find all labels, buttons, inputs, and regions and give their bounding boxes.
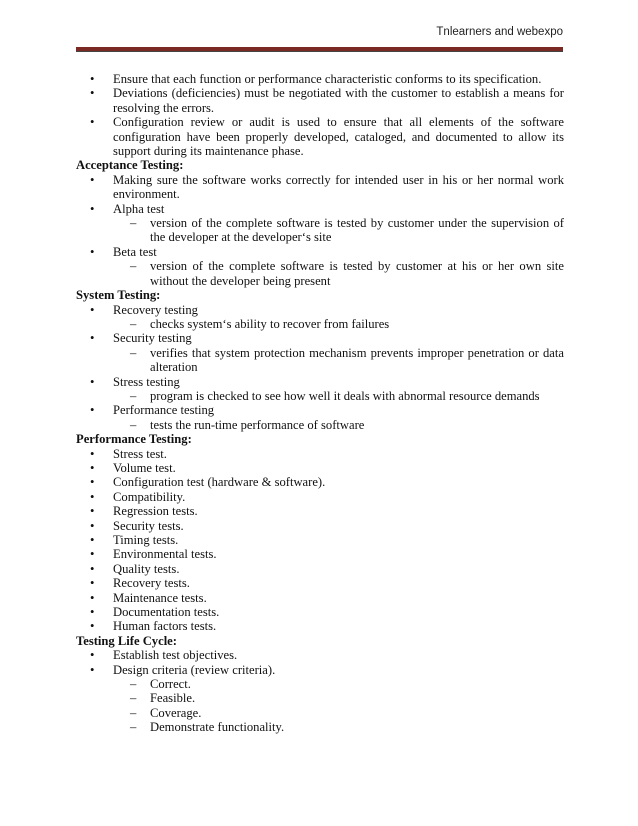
list-item: • Recovery testing [90, 302, 198, 317]
list-item: • Maintenance tests. [90, 590, 207, 605]
intro-list [76, 72, 564, 158]
list-item: • Performance testing [90, 403, 215, 418]
list-item: • Regression tests. [90, 504, 198, 519]
sub-list-item: – Demonstrate functionality. [130, 720, 285, 735]
list-item: • Security tests. [90, 518, 184, 533]
lifecycle-list [76, 648, 564, 734]
sub-list-item: – tests the run-time performance of software [130, 417, 365, 432]
list-item: • Beta test [90, 244, 157, 259]
list-item: • Stress test. [90, 446, 167, 461]
section-heading-performance: Performance Testing: [76, 432, 192, 447]
list-item: • Establish test objectives. [90, 648, 238, 663]
list-item: • Timing tests. [90, 533, 179, 547]
sub-list-item: – program is checked to see how well it deals with abnormal resource demands [130, 388, 540, 403]
sub-list-item: – verifies that system protection mechanism prevents improper penetration or data alteration [130, 345, 564, 375]
page-header: Tnlearners and webexpo [436, 26, 563, 38]
acceptance-list [76, 173, 564, 288]
sub-list-item: – Coverage. [130, 705, 202, 720]
sub-list-item: – Correct. [130, 677, 191, 692]
list-item: • Recovery tests. [90, 576, 190, 591]
header-rule [76, 47, 563, 52]
document-body [76, 72, 564, 735]
sub-list-item: – version of the complete software is tested by customer at his or her own site without the developer being present [130, 259, 564, 288]
list-item: • Stress testing [90, 374, 180, 389]
list-item: • Volume test. [90, 460, 176, 475]
list-item: • Environmental tests. [90, 547, 217, 562]
list-item: • Configuration review or audit is used to ensure that all elements of the software configuration have been properly developed, cataloged, and documented to allow its support during its maintenance phase. [90, 115, 564, 159]
sub-list-item: – checks system‘s ability to recover from failures [130, 316, 390, 331]
list-item: • Compatibility. [90, 489, 186, 504]
section-heading-acceptance: Acceptance Testing: [76, 158, 184, 173]
list-item: • Security testing [90, 331, 192, 346]
list-item: • Alpha test [90, 201, 165, 216]
section-heading-system: System Testing: [76, 288, 161, 303]
list-item: • Ensure that each function or performance characteristic conforms to its specification. [90, 72, 542, 86]
list-item: • Documentation tests. [90, 605, 220, 620]
sub-list-item: – Feasible. [130, 691, 196, 706]
list-item: • Human factors tests. [90, 619, 217, 634]
list-item: • Quality tests. [90, 561, 180, 576]
list-item: • Making sure the software works correctly for intended user in his or her normal work environment. [90, 172, 564, 202]
performance-list [76, 447, 564, 634]
list-item: • Design criteria (review criteria). [90, 662, 276, 677]
list-item: • Configuration test (hardware & software). [90, 475, 326, 490]
system-list [76, 303, 564, 433]
sub-list-item: – version of the complete software is tested by customer under the supervision of the developer at the developer‘s site [130, 216, 564, 245]
list-item: • Deviations (deficiencies) must be negotiated with the customer to establish a means for resolving the errors. [90, 86, 564, 115]
section-heading-lifecycle: Testing Life Cycle: [76, 633, 177, 648]
